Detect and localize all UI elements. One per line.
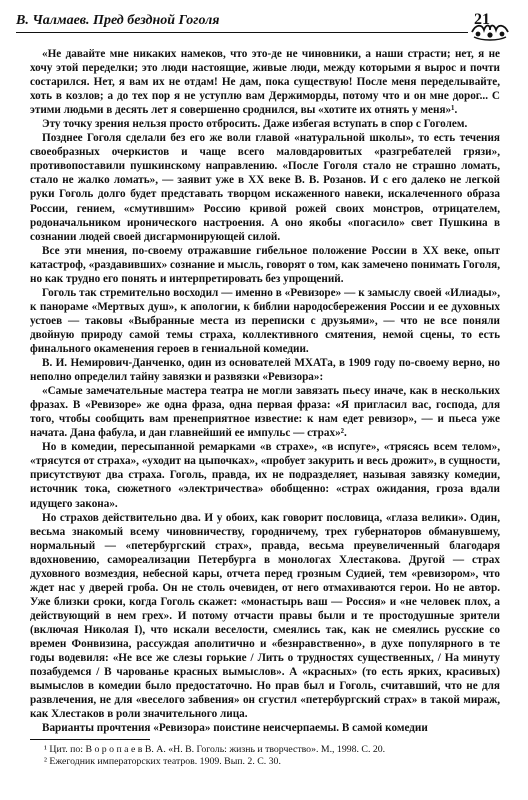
running-header	[16, 10, 512, 40]
footnotes	[30, 739, 500, 768]
footnote: ² Ежегодник императорских театров. 1909. Вып. 2. С. 30.	[44, 756, 281, 767]
floral-ornament-icon	[468, 20, 512, 42]
paragraph: В. И. Немирович-Данченко, один из основателей МХАТа, в 1909 году по-своему верно, но неполно определил тайну завязки и развязки «Ревизора»:	[30, 357, 500, 384]
paragraph: Варианты прочтения «Ревизора» поистине неисчерпаемы. В самой комедии	[42, 722, 428, 735]
paragraph: Но в комедии, пересыпанной ремарками «в страхе», «в испуге», «трясясь всем телом», «трясутся от страха», «уходит на цыпочках», «пробует закурить и весь дрожит», в сущности, присутствуют два страха. Гоголь, правда, их не подразделяет, называя завязку комедии, источник тока, сюжетного «электричества» обобщенно: «страх ожидания, гроза вдали идущего закона».	[30, 441, 500, 510]
paragraph: Все эти мнения, по-своему отражавшие гибельное положение России в XX веке, опыт катастроф, «раздавивших» сознание и мысль, говорят о том, как замечено понимать Гоголя, но как трудно его понять и интерпретировать без упрощений.	[30, 244, 500, 285]
main-text	[30, 47, 500, 735]
page-number: 21	[474, 11, 490, 28]
footnote-rule	[30, 739, 150, 740]
paragraph: Эту точку зрения нельзя просто отбросить. Даже избегая вступать в спор с Гоголем.	[42, 118, 468, 131]
footnote: ¹ Цит. по: В о р о п а е в В. А. «Н. В. Гоголь: жизнь и творчество». М., 1998. С. 20.	[44, 744, 386, 755]
paragraph: Но страхов действительно два. И у обоих, как говорит пословица, «глаза велики». Один, весьма знакомый всему чиновничеству, городничему, трех губернаторов обманувшему, нормальный — «петербургский страх», правда, весьма преувеличенный благодаря вдохновению, самореализации Петербурга в монологах Хлестакова. Другой — страх духовного возмездия, небесной кары, отчета перед грозным Судией, тем «ревизором», что ждет нас у дверей гроба. Он не столь очевиден, от него отмахиваются герои. Но не автор. Уже близки сроки, когда Гоголь скажет: «монастырь ваш — Россия» и «не человек плох, а действующий в нем грех». И потому отчасти правы были и те простодушные зрители (включая Николая I), что искали веселости, смеялись так, как не смеялись русские со времен Фонвизина, рассуждая аполитично и «безнравственно», в духе популярного в те годы водевиля: «Не все же слезы горькие / Лить о трудностях существенных, / На минуту позабудемся / В чарованье красных вымыслов». А «красных» (то есть ярких, красивых) вымыслов в комедии было предостаточно. Но прав был и Гоголь, считавший, что не для развлечения, не для «веселого забвения» он сгустил «петербургский страх» в такой мираж, как Хлестаков в роли значительного лица.	[30, 511, 500, 721]
paragraph: Позднее Гоголя сделали без его же воли главой «натуральной школы», то есть течения своеобразных очеркистов и чаще всего маловдаровитых «разгребателей грязи», противопоставили пушкинскому направлению. «После Гоголя стало не страшно ломать, стало не жалко ломать», — заявит уже в XX веке В. В. Розанов. И с его далеко не легкой руки Гоголь долго будет представать творцом искаженного навеки, искалеченного образа России, гением, «смутившим» Россию кривой рожей своих монстров, отрицателем, родоначальником иронического настроения. А оно якобы «погасило» свет Пушкина в сознании людей своей дисгармонирующей силой.	[30, 132, 500, 243]
running-title: В. Чалмаев. Пред бездной Гоголя	[16, 13, 220, 28]
header-rule	[16, 32, 468, 33]
paragraph: «Не давайте мне никаких намеков, что это-де не чиновники, а наши страсти; нет, я не хочу этой переделки; это люди настоящие, живые люди, между которыми я вырос и почти состарился. Нет, я вам их не отдам! Не дам, пока существую! После меня переделывайте, хоть в козлов; а до тех пор я не уступлю вам Держиморды, потому что и он мне дорог... С этими людьми в десять лет я совершенно сроднился, вы «хотите их отнять у меня»¹.	[30, 48, 500, 117]
paragraph: Гоголь так стремительно восходил — именно в «Ревизоре» — к замыслу своей «Илиады», к панораме «Мертвых душ», к апологии, к библии народосбережения России и ее духовных устоев — таковы «Выбранные места из переписки с друзьями», — что не все поняли двойную природу самой темы страха, коллективного смятения, немой сцены, то есть финального окаменения героев в гениальной комедии.	[30, 286, 500, 355]
paragraph: «Самые замечательные мастера театра не могли завязать пьесу иначе, как в нескольких фразах. В «Ревизоре» же одна фраза, одна первая фраза: «Я пригласил вас, господа, для того, чтобы сообщить вам пренеприятное известие: к нам едет ревизор», — и пьеса уже начата. Дана фабула, и дан главнейший ее импульс — страх»².	[30, 385, 500, 440]
